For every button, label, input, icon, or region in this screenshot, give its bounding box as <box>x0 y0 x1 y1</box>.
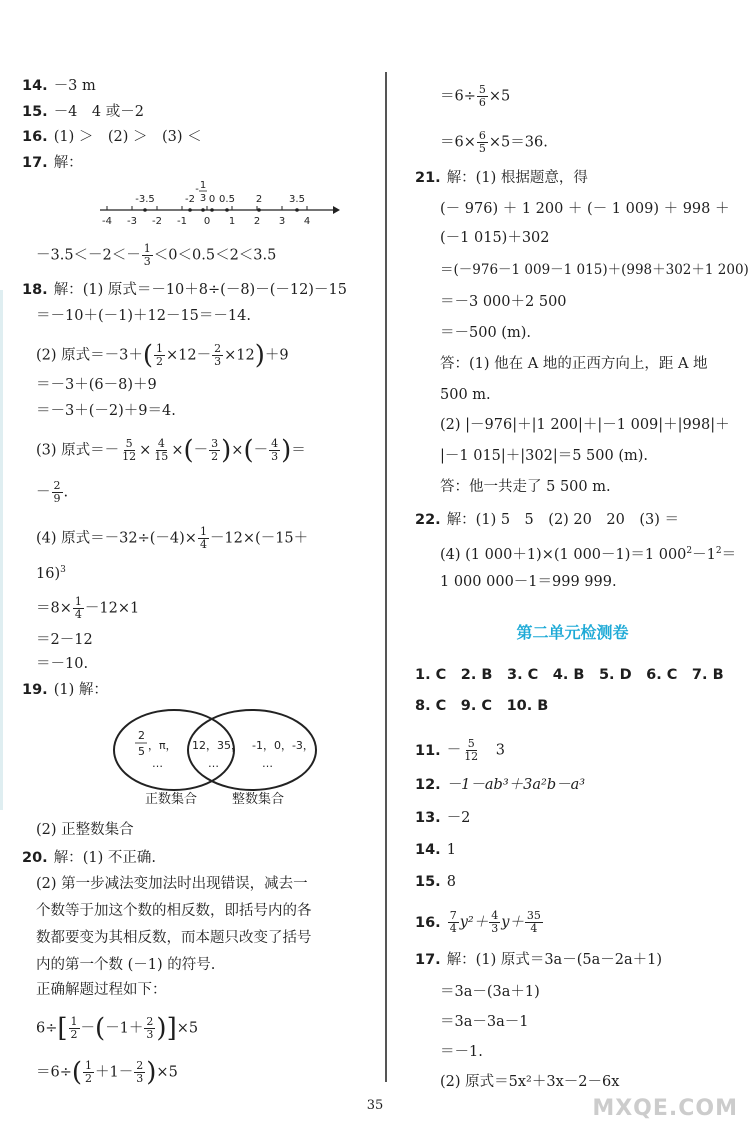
nl-label-3.5: 3.5 <box>289 194 305 205</box>
q18-line3: (2) 原式＝－3＋( $\frac{1}{2}$ ×12－ $\frac{2}{3}$ ×12)＋9 <box>36 340 289 371</box>
watermark: MXQE.COM <box>592 1096 738 1121</box>
answer-20: 20. 解：(1) 不正确. <box>22 850 156 866</box>
venn-left-dots: … <box>152 757 163 770</box>
answer-14: 14. －3 m <box>22 78 96 94</box>
q21-line3: (－1 015)＋302 <box>440 230 550 246</box>
nl-point <box>210 208 214 212</box>
answer-15: 15. －4 4 或－2 <box>22 104 144 120</box>
answer-13: 13. －2 <box>415 810 471 826</box>
nl-frac-den: 3 <box>199 193 207 204</box>
answer-18: 18. 解：(1) 原式＝－10＋8÷(－8)－(－12)－15 <box>22 282 347 298</box>
answer-22: 22. 解：(1) 5 5 (2) 20 20 (3) ＝ <box>415 512 679 528</box>
q20-line2: (2) 第一步减法变加法时出现错误，减去一 <box>36 876 308 892</box>
answer-11: 11. － $\frac{5}{12}$ 3 <box>415 737 505 763</box>
q18-line8: (4) 原式＝－32÷(－4)× $\frac{1}{4}$ －12×(－15＋ <box>36 525 309 551</box>
q17b-line4: ＝－1. <box>440 1044 483 1060</box>
answer-15-b: 15. 8 <box>415 874 456 890</box>
nl-frac-num: 1 <box>199 180 207 191</box>
q19-part2: (2) 正整数集合 <box>36 822 134 838</box>
q18-line5: ＝－3＋(－2)＋9＝4. <box>36 403 176 419</box>
answer-14-b: 14. 1 <box>415 842 456 858</box>
q17b-line2: ＝3a－(3a＋1) <box>440 984 540 1000</box>
q18-line11: ＝2－12 <box>36 632 93 648</box>
nl-point <box>225 208 229 212</box>
q22-line3: 1 000 000－1＝999 999. <box>440 574 617 590</box>
q21-line5: ＝－3 000＋2 500 <box>440 294 567 310</box>
q20-line8: ＝6÷( $\frac{1}{2}$ ＋1－ $\frac{2}{3}$ )×5 <box>36 1057 178 1088</box>
nl-label-neg1-3: - <box>195 184 199 195</box>
venn-left-num: 2 <box>138 729 145 742</box>
q18-line7: － $\frac{2}{9}$ . <box>36 479 69 505</box>
answer-16: 16. (1) ＞ (2) ＞ (3) ＜ <box>22 129 202 145</box>
answer-12: 12. －1－ab³＋3a²b－a³ <box>415 777 586 793</box>
venn-right: -1，0，-3， <box>252 739 314 752</box>
q20-cont-line2: ＝6× $\frac{6}{5}$ ×5＝36. <box>440 129 548 155</box>
nl-tick-label: 3 <box>278 216 286 227</box>
nl-point <box>295 208 299 212</box>
q17b-line5: (2) 原式＝5x²＋3x－2－6x <box>440 1074 620 1090</box>
q21-line7: 答：(1) 他在 A 地的正西方向上，距 A 地 <box>440 356 708 372</box>
q21-line6: ＝－500 (m). <box>440 325 531 341</box>
column-divider <box>385 72 387 1082</box>
venn-left-den: 5 <box>138 745 145 758</box>
q17-compare: －3.5＜－2＜－ $\frac{1}{3}$ ＜0＜0.5＜2＜3.5 <box>36 242 277 268</box>
q20-line6: 正确解题过程如下： <box>36 982 167 998</box>
nl-tick-label: 1 <box>228 216 236 227</box>
page-edge <box>0 290 3 810</box>
q21-line2: (－ 976) ＋ 1 200 ＋ (－ 1 009) ＋ 998 ＋ <box>440 201 730 217</box>
venn-middle-dots: … <box>208 757 219 770</box>
q20-line4: 数都要变为其相反数，而本题只改变了括号 <box>36 930 312 946</box>
nl-point <box>201 208 205 212</box>
venn-diagram <box>112 702 327 802</box>
q21-line4: ＝(－976－1 009－1 015)＋(998＋302＋1 200) <box>440 262 749 278</box>
nl-tick-label: -1 <box>177 216 187 227</box>
venn-left-label: 正数集合 <box>145 792 198 807</box>
nl-tick-label: 4 <box>303 216 311 227</box>
answer-17: 17. 解： <box>22 155 83 171</box>
nl-label-neg3.5: -3.5 <box>135 194 155 205</box>
venn-middle: 12，35， <box>192 739 242 752</box>
venn-left-pi: ，π， <box>148 739 177 752</box>
nl-label-neg2: -2 <box>185 194 195 205</box>
nl-label-0.5: 0.5 <box>219 194 235 205</box>
venn-right-label: 整数集合 <box>232 792 285 807</box>
nl-point <box>143 208 147 212</box>
answer-16-b: 16. $\frac{7}{4}$ y²＋ $\frac{4}{3}$ y＋ $\frac{35}{4}$ <box>415 909 541 935</box>
answer-17-b: 17. 解：(1) 原式＝3a－(5a－2a＋1) <box>415 952 662 968</box>
q21-line8: 500 m. <box>440 387 491 403</box>
venn-right-dots: … <box>262 757 273 770</box>
nl-tick-label: 0 <box>203 216 211 227</box>
q21-line11: 答：他一共走了 5 500 m. <box>440 479 611 495</box>
q18-line12: ＝－10. <box>36 656 89 672</box>
nl-tick-label: 2 <box>253 216 261 227</box>
nl-tick-label: -4 <box>102 216 112 227</box>
q18-line4: ＝－3＋(6－8)＋9 <box>36 377 157 393</box>
mc-answers-1: 1. C 2. B 3. C 4. B 5. D 6. C 7. B <box>415 667 724 683</box>
nl-tick-label: -2 <box>152 216 162 227</box>
answer-21: 21. 解：(1) 根据题意，得 <box>415 170 588 186</box>
q21-line10: |－1 015|＋|302|＝5 500 (m). <box>440 448 649 464</box>
q22-line2: (4) (1 000＋1)×(1 000－1)＝1 $000^2-1^2=$ <box>440 546 737 563</box>
number-line <box>95 178 340 230</box>
q18-line9: 16)$^3$ <box>36 565 66 582</box>
nl-label-2: 2 <box>255 194 263 205</box>
q17b-line3: ＝3a－3a－1 <box>440 1014 529 1030</box>
nl-point <box>257 208 261 212</box>
nl-point <box>188 208 192 212</box>
q18-line2: ＝－10＋(－1)＋12－15＝－14. <box>36 308 251 324</box>
q20-cont-line1: ＝6÷ $\frac{5}{6}$ ×5 <box>440 83 511 109</box>
answer-19: 19. (1) 解： <box>22 682 108 698</box>
nl-tick-label: -3 <box>127 216 137 227</box>
q20-line7: 6÷[ $\frac{1}{2}$ －(－1＋ $\frac{2}{3}$ )]×5 <box>36 1013 199 1044</box>
q18-line10: ＝8× $\frac{1}{4}$ －12×1 <box>36 595 140 621</box>
q21-line9: (2) |－976|＋|1 200|＋|－1 009|＋|998|＋ <box>440 417 730 433</box>
q20-line5: 内的第一个数 (－1) 的符号. <box>36 957 216 973</box>
page-number: 35 <box>366 1098 384 1113</box>
mc-answers-2: 8. C 9. C 10. B <box>415 698 549 714</box>
nl-label-0: 0 <box>208 194 216 205</box>
section-title: 第二单元检测卷 <box>516 623 629 642</box>
q18-line6: (3) 原式＝－ $\frac{5}{12}$ × $\frac{4}{15}$ ×(－ $\frac{3}{2}$ )×(－ $\frac{4}{3}$ )＝ <box>36 435 306 466</box>
q20-line3: 个数等于加这个数的相反数，即括号内的各 <box>36 903 312 919</box>
